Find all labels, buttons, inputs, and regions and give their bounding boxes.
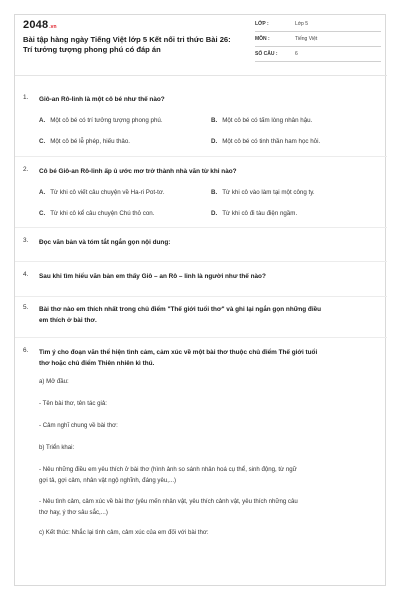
worksheet-header: [15, 15, 387, 65]
meta-info: [255, 20, 381, 65]
question-separator: [15, 337, 387, 338]
meta-subject: MÔN : Tiếng Việt: [255, 35, 381, 47]
question-separator: [15, 156, 387, 157]
question-2-option-c[interactable]: C. Từ khi cô kể câu chuyện Chú thỏ con.: [39, 210, 155, 217]
question-1-option-b[interactable]: B. Một cô bé có tấm lòng nhân hậu.: [211, 117, 313, 124]
question-6-text: Tìm ý cho đoạn văn thể hiện tình cảm, cảm xúc về một bài thơ thuộc chủ điểm Thế giới tuổi thơ hoặc chủ điểm Thiên nhiên kì thú.: [39, 349, 318, 367]
question-separator: [15, 296, 387, 297]
outline-feelings-cont: thơ hay, ý thơ sâu sắc,...): [39, 509, 108, 516]
question-1-option-d[interactable]: D. Một cô bé có tinh thần ham học hỏi.: [211, 138, 321, 145]
question-2-option-d[interactable]: D. Từ khi cô đi tàu điện ngầm.: [211, 210, 298, 217]
outline-poem-title: - Tên bài thơ, tên tác giả:: [39, 400, 107, 407]
question-2-option-a[interactable]: A. Từ khi cô viết câu chuyện về Ha-ri Pot-tơ.: [39, 189, 165, 196]
outline-feelings: - Nêu tình cảm, cảm xúc về bài thơ (yêu mến nhân vật, yêu thích cảnh vật, yêu thích những câu: [39, 498, 298, 505]
outline-development: b) Triển khai:: [39, 444, 75, 451]
outline-liked-points: - Nêu những điều em yêu thích ở bài thơ (hình ảnh so sánh nhân hoá cụ thể, sinh động, từ ngữ: [39, 466, 297, 473]
worksheet-page: 2048.vn Bài tập hàng ngày Tiếng Việt lớp 5 Kết nối tri thức Bài 26: Trí tưởng tượng phong phú có đáp án LỚP : Lớp 5 MÔN : Tiếng Việt SỐ CÂU : 6 1. Giô-an Rô-linh là một cô bé như thế nào? A. Một cô bé có trí tưởng tượng phong phú. B. Một cô bé có tấm lòng nhân hậu. C. Một cô bé lễ phép, hiếu thảo. D. Một cô bé có tinh thần ham học hỏi. 2. Cô bé Giô-an Rô-linh ấp ủ ước mơ trở thành nhà văn từ khi nào? A. Từ khi cô viết câu chuyện về Ha-ri Pot-tơ. B. Từ khi cô vào làm tại một công ty. C. Từ khi cô kể câu chuyện Chú thỏ con. D. Từ khi cô đi tàu điện ngầm. 3. Đọc văn bản và tóm tắt ngắn gọn nội dung: 4. Sau khi tìm hiểu văn bản em thấy Giô – an Rô – linh là người như thế nào? 5. Bài thơ nào em thích nhất trong chủ điểm "Thế giới tuổi thơ" và ghi lại ngắn gọn những điều em thích ở bài thơ. 6. Tìm ý cho đoạn văn thể hiện tình cảm, cảm xúc về một bài thơ thuộc chủ điểm Thế giới tuổi thơ hoặc chủ điểm Thiên nhiên kì thú. a) Mở đầu: - Tên bài thơ, tên tác giả: - Cảm nghĩ chung về bài thơ: b) Triển khai: - Nêu những điều em yêu thích ở bài thơ (hình ảnh so sánh nhân hoá cụ thể, sinh động, từ ngữ gợi tả, gợi cảm, nhân vật ngộ nghĩnh, đáng yêu,...) - Nêu tình cảm, cảm xúc về bài thơ (yêu mến nhân vật, yêu thích cảnh vật, yêu thích những câu thơ hay, ý thơ sâu sắc,...) c) Kết thúc: Nhắc lại tình cảm, cảm xúc của em đối với bài thơ:: [14, 14, 386, 586]
outline-liked-points-cont: gợi tả, gợi cảm, nhân vật ngộ nghĩnh, đáng yêu,...): [39, 477, 177, 484]
question-5-text: Bài thơ nào em thích nhất trong chủ điểm "Thế giới tuổi thơ" và ghi lại ngắn gọn những điều em thích ở bài thơ.: [39, 306, 322, 324]
meta-class: LỚP : Lớp 5: [255, 20, 381, 32]
question-separator: [15, 261, 387, 262]
header-divider: [15, 75, 387, 76]
outline-conclusion: c) Kết thúc: Nhắc lại tình cảm, cảm xúc của em đối với bài thơ:: [39, 529, 209, 536]
question-2-option-b[interactable]: B. Từ khi cô vào làm tại một công ty.: [211, 189, 315, 196]
outline-general-feeling: - Cảm nghĩ chung về bài thơ:: [39, 422, 118, 429]
question-1-option-a[interactable]: A. Một cô bé có trí tưởng tượng phong phú.: [39, 117, 163, 124]
outline-opening: a) Mở đầu:: [39, 378, 69, 385]
site-logo[interactable]: 2048.vn: [23, 19, 57, 31]
document-title: Bài tập hàng ngày Tiếng Việt lớp 5 Kết nối tri thức Bài 26: Trí tưởng tượng phong phú có đáp án: [23, 35, 231, 54]
question-separator: [15, 227, 387, 228]
meta-question-count: SỐ CÂU : 6: [255, 50, 381, 62]
question-1-option-c[interactable]: C. Một cô bé lễ phép, hiếu thảo.: [39, 138, 130, 145]
